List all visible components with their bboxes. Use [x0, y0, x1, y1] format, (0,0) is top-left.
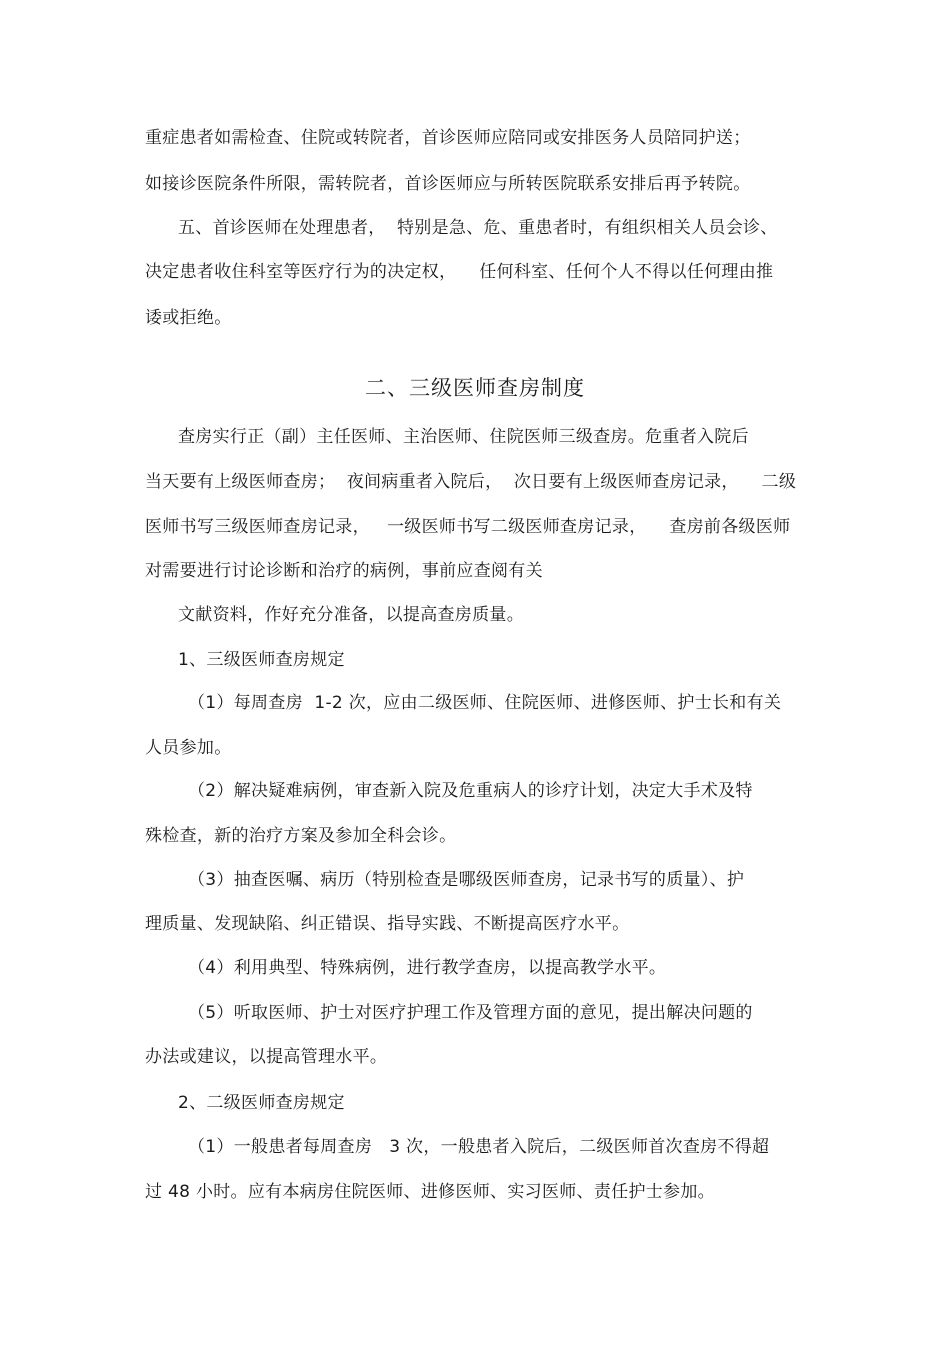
text-line: （4）利用典型、特殊病例，进行教学查房，以提高教学水平。	[188, 958, 667, 978]
text-line: 决定患者收住科室等医疗行为的决定权， 任何科室、任何个人不得以任何理由推	[145, 262, 774, 282]
text-line: 如接诊医院条件所限，需转院者，首诊医师应与所转医院联系安排后再予转院。	[145, 174, 751, 194]
text-line: （3）抽查医嘱、病历（特别检查是哪级医师查房，记录书写的质量）、护	[188, 870, 745, 890]
text-line: （1）每周查房 1-2 次，应由二级医师、住院医师、进修医师、护士长和有关	[188, 693, 782, 713]
text-line: （1）一般患者每周查房 3 次，一般患者入院后，二级医师首次查房不得超	[188, 1137, 770, 1157]
text-line: 办法或建议，以提高管理水平。	[145, 1047, 388, 1067]
text-line: （5）听取医师、护士对医疗护理工作及管理方面的意见，提出解决问题的	[188, 1003, 753, 1023]
text-line: 殊检查，新的治疗方案及参加全科会诊。	[145, 826, 457, 846]
text-line: 诿或拒绝。	[145, 308, 232, 328]
text-line: （2）解决疑难病例，审查新入院及危重病人的诊疗计划，决定大手术及特	[188, 781, 753, 801]
text-line: 查房实行正（副）主任医师、主治医师、住院医师三级查房。危重者入院后	[178, 427, 749, 447]
text-line: 重症患者如需检查、住院或转院者，首诊医师应陪同或安排医务人员陪同护送；	[145, 128, 751, 148]
text-line: 文献资料，作好充分准备，以提高查房质量。	[178, 605, 524, 625]
text-line: 理质量、发现缺陷、纠正错误、指导实践、不断提高医疗水平。	[145, 914, 630, 934]
text-line: 人员参加。	[145, 738, 232, 758]
text-line: 对需要进行讨论诊断和治疗的病例，事前应查阅有关	[145, 561, 543, 581]
text-line: 五、首诊医师在处理患者， 特别是急、危、重患者时，有组织相关人员会诊、	[178, 218, 778, 238]
subsection-heading: 1、三级医师查房规定	[178, 650, 345, 670]
text-line: 医师书写三级医师查房记录， 一级医师书写二级医师查房记录， 查房前各级医师	[145, 517, 791, 537]
text-line: 当天要有上级医师查房； 夜间病重者入院后， 次日要有上级医师查房记录， 二级	[145, 472, 797, 492]
section-heading: 二、三级医师查房制度	[365, 376, 585, 400]
subsection-heading: 2、二级医师查房规定	[178, 1093, 345, 1113]
text-line: 过 48 小时。应有本病房住院医师、进修医师、实习医师、责任护士参加。	[145, 1182, 715, 1202]
